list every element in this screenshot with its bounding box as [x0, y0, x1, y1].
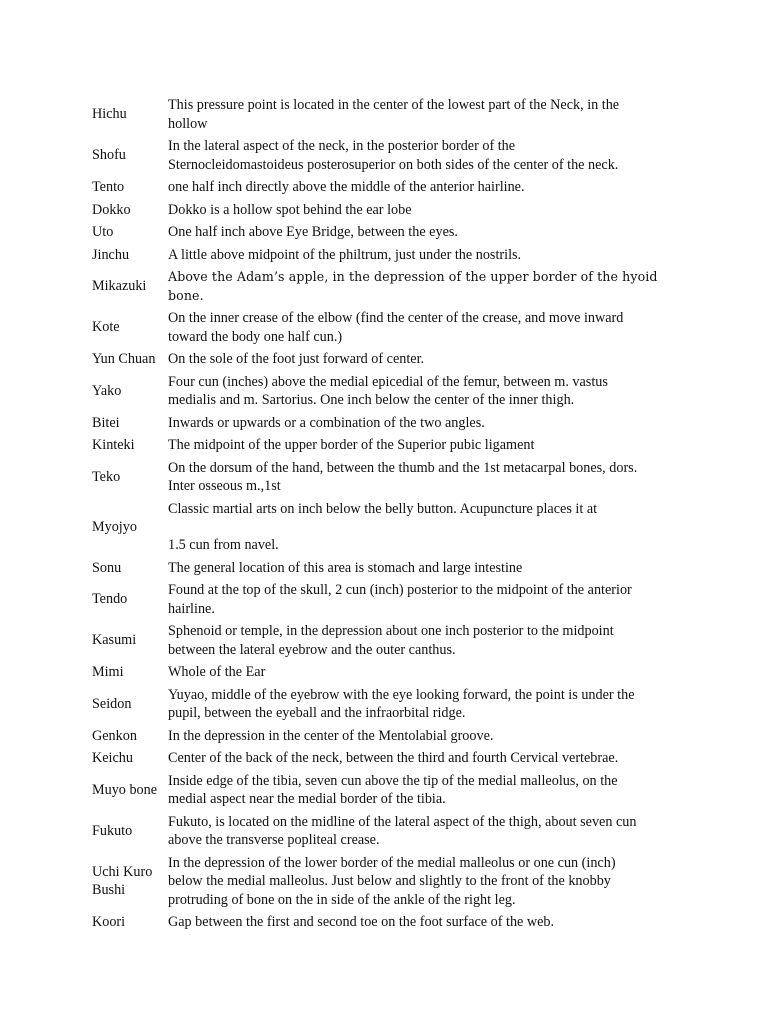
point-description: [168, 457, 682, 498]
table-row: [92, 747, 682, 770]
description-line: medialis and m. Sartorius. One inch below the center of the inner thigh.: [168, 392, 575, 408]
point-name: Kote: [92, 319, 120, 336]
description-line: Whole of the Ear: [168, 664, 266, 680]
description-line: On the dorsum of the hand, between the thumb and the 1st metacarpal bones, dors.: [168, 459, 638, 476]
point-description: [168, 557, 682, 580]
table-row: [92, 770, 682, 811]
description-line: below the medial malleolus. Just below and slightly to the front of the knobby: [168, 873, 611, 889]
paragraph-gap: [168, 518, 682, 536]
point-name: Seidon: [92, 695, 132, 712]
point-name: Dokko: [92, 201, 131, 218]
point-description: [168, 911, 682, 934]
description-line: medial aspect near the medial border of the tibia.: [168, 791, 446, 807]
table-row: [92, 412, 682, 435]
table-row: [92, 434, 682, 457]
description-line: Inwards or upwards or a combination of the two angles.: [168, 414, 485, 431]
description-line: Center of the back of the neck, between the third and fourth Cervical vertebrae.: [168, 750, 619, 766]
description-line: A little above midpoint of the philtrum, just under the nostrils.: [168, 246, 522, 263]
point-name: Jinchu: [92, 246, 130, 263]
point-description: [168, 498, 682, 557]
point-name: Tento: [92, 179, 125, 195]
table-row: [92, 244, 682, 267]
point-name: Uchi Kuro Bushi: [92, 863, 153, 899]
point-description: [168, 412, 682, 435]
point-description: [168, 135, 682, 176]
description-line: In the depression of the lower border of the medial malleolus or one cun (inch): [168, 854, 616, 871]
description-line: Inside edge of the tibia, seven cun above the tip of the medial malleolus, on the: [168, 772, 618, 789]
point-name: Shofu: [92, 147, 126, 164]
description-line: In the lateral aspect of the neck, in the posterior border of the: [168, 138, 516, 154]
point-name: Teko: [92, 468, 121, 485]
description-line: This pressure point is located in the center of the lowest part of the Neck, in the: [168, 97, 620, 113]
point-name: Fukuto: [92, 822, 133, 839]
table-row: [92, 684, 682, 725]
point-name: Sonu: [92, 559, 122, 576]
point-description: [168, 94, 682, 135]
table-row: [92, 199, 682, 222]
description-line: Sphenoid or temple, in the depression about one inch posterior to the midpoint: [168, 623, 614, 639]
point-description: [168, 579, 682, 620]
point-description: [168, 747, 682, 770]
description-line: The midpoint of the upper border of the Superior pubic ligament: [168, 437, 535, 453]
description-line: Found at the top of the skull, 2 cun (inch) posterior to the midpoint of the anterior: [168, 582, 632, 598]
point-description: [168, 348, 682, 371]
description-line: Fukuto, is located on the midline of the lateral aspect of the thigh, about seven cun: [168, 813, 637, 830]
point-name: Mimi: [92, 664, 124, 680]
point-name: Bitei: [92, 414, 120, 431]
pressure-points-table: [92, 94, 682, 934]
point-name: Hichu: [92, 106, 127, 123]
point-description: [168, 199, 682, 222]
description-line: hollow: [168, 115, 208, 132]
point-name: Uto: [92, 224, 114, 240]
description-line: between the lateral eyebrow and the outer canthus.: [168, 641, 456, 658]
description-line: one half inch directly above the middle of the anterior hairline.: [168, 179, 525, 195]
point-description: [168, 221, 682, 244]
table-row: [92, 221, 682, 244]
table-row: [92, 725, 682, 748]
description-line: Gap between the first and second toe on the foot surface of the web.: [168, 914, 555, 930]
table-row: [92, 371, 682, 412]
description-line: Dokko is a hollow spot behind the ear lobe: [168, 201, 412, 218]
point-name: Mikazuki: [92, 278, 147, 295]
table-row: [92, 457, 682, 498]
point-description: [168, 852, 682, 912]
point-name: Myojyo: [92, 518, 137, 535]
point-description: [168, 266, 682, 307]
point-description: [168, 661, 682, 684]
pressure-points-document: [92, 94, 682, 934]
table-row: [92, 852, 682, 912]
point-description: [168, 770, 682, 811]
point-description: [168, 307, 682, 348]
point-name: Koori: [92, 914, 126, 930]
table-row: [92, 557, 682, 580]
table-row: [92, 620, 682, 661]
point-name: Kinteki: [92, 437, 135, 453]
description-line: One half inch above Eye Bridge, between the eyes.: [168, 224, 458, 240]
point-description: [168, 371, 682, 412]
description-line: Sternocleidomastoideus posterosuperior on both sides of the center of the neck.: [168, 156, 619, 173]
table-row: [92, 661, 682, 684]
description-line: Inter osseous m.,1st: [168, 478, 281, 494]
description-line: The general location of this area is stomach and large intestine: [168, 559, 523, 576]
description-line: Classic martial arts on inch below the belly button. Acupuncture places it at: [168, 500, 598, 517]
description-line: Yuyao, middle of the eyebrow with the eye looking forward, the point is under the: [168, 686, 635, 703]
description-line: Four cun (inches) above the medial epicedial of the femur, between m. vastus: [168, 373, 608, 390]
point-description: [168, 434, 682, 457]
point-name: Tendo: [92, 591, 128, 608]
description-line: toward the body one half cun.): [168, 328, 343, 345]
pressure-points-table-body: [92, 94, 682, 934]
point-name: Yun Chuan: [92, 351, 156, 367]
table-row: [92, 176, 682, 199]
table-row: [92, 811, 682, 852]
point-description: [168, 244, 682, 267]
point-description: [168, 811, 682, 852]
point-description: [168, 684, 682, 725]
description-line: hairline.: [168, 600, 215, 617]
table-row: [92, 911, 682, 934]
table-row: [92, 307, 682, 348]
table-row: [92, 135, 682, 176]
description-line: protruding of bone on the in side of the ankle of the right leg.: [168, 891, 516, 908]
point-name: Yako: [92, 382, 122, 399]
point-name: Muyo bone: [92, 781, 158, 798]
table-row: [92, 498, 682, 557]
table-row: [92, 94, 682, 135]
table-row: [92, 348, 682, 371]
table-row: [92, 266, 682, 307]
description-line: above the transverse popliteal crease.: [168, 832, 380, 848]
point-name: Kasumi: [92, 632, 137, 649]
point-description: [168, 620, 682, 661]
point-name: Genkon: [92, 727, 137, 744]
description-line: pupil, between the eyeball and the infraorbital ridge.: [168, 705, 466, 721]
point-description: [168, 176, 682, 199]
description-line: On the sole of the foot just forward of center.: [168, 351, 425, 367]
point-name: Keichu: [92, 750, 133, 766]
description-line: Above the Adam’s apple, in the depression of the upper border of the hyoid bone.: [168, 269, 658, 303]
description-line: On the inner crease of the elbow (find the center of the crease, and move inward: [168, 310, 624, 326]
table-row: [92, 579, 682, 620]
point-description: [168, 725, 682, 748]
description-line: 1.5 cun from navel.: [168, 537, 279, 553]
description-line: In the depression in the center of the Mentolabial groove.: [168, 727, 494, 744]
